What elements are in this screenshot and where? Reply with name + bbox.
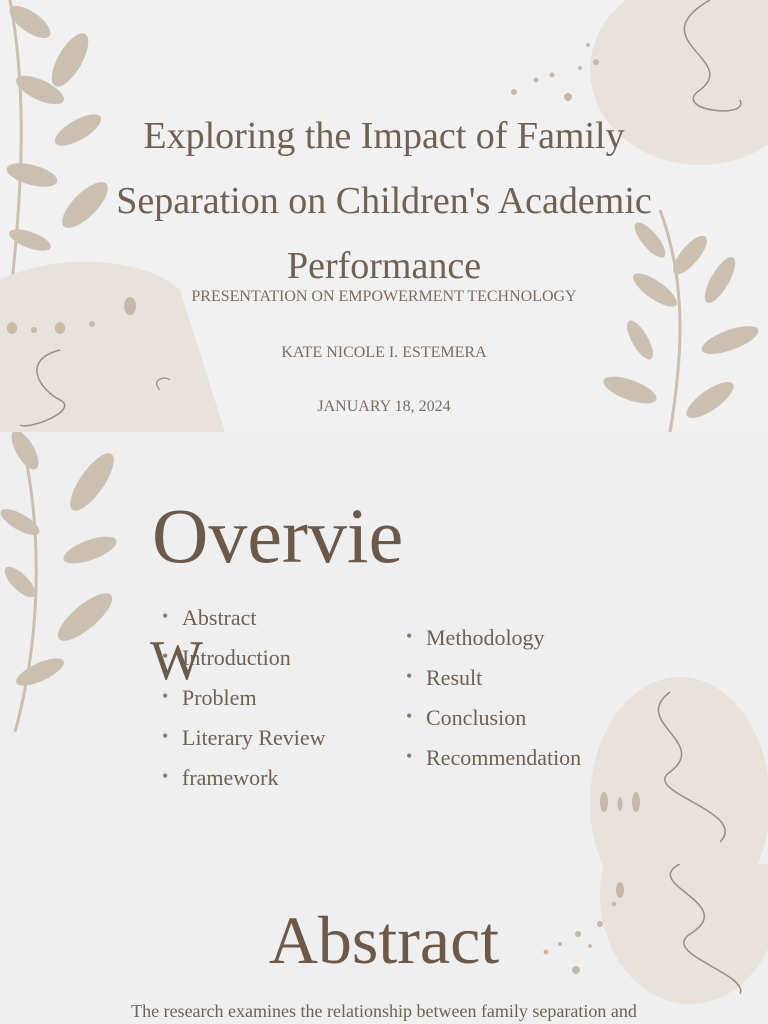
list-item: • Problem: [160, 678, 326, 718]
list-item: • Methodology: [404, 618, 581, 658]
slide-overview: [0, 432, 768, 864]
list-item: • Literary Review: [160, 718, 326, 758]
abstract-text: The research examines the relationship between family separation and: [131, 1001, 637, 1021]
leaf-branch-icon: [0, 432, 130, 732]
title-line: Performance: [286, 245, 482, 287]
list-item: • Recommendation: [404, 738, 581, 778]
title-line: Exploring the Impact of Family: [143, 115, 625, 157]
overview-list-right: [404, 618, 581, 778]
overview-title-wrap: W: [150, 630, 203, 692]
list-item: • Conclusion: [404, 698, 581, 738]
presentation-title: [0, 104, 768, 299]
author-name: KATE NICOLE I. ESTEMERA: [281, 344, 487, 361]
list-item: • framework: [160, 758, 326, 798]
list-item: • Introduction: [160, 638, 326, 678]
slide-abstract: [0, 864, 768, 1024]
overview-title: Overvie: [152, 492, 404, 579]
abstract-title: Abstract: [268, 902, 500, 978]
overview-list-left: [160, 598, 326, 798]
slide-title: [0, 0, 768, 432]
presentation-date: JANUARY 18, 2024: [317, 398, 451, 415]
presentation-subtitle: PRESENTATION ON EMPOWERMENT TECHNOLOGY: [191, 288, 577, 305]
list-item: • Result: [404, 658, 581, 698]
list-item: • Abstract: [160, 598, 326, 638]
title-line: Separation on Children's Academic: [116, 180, 652, 222]
